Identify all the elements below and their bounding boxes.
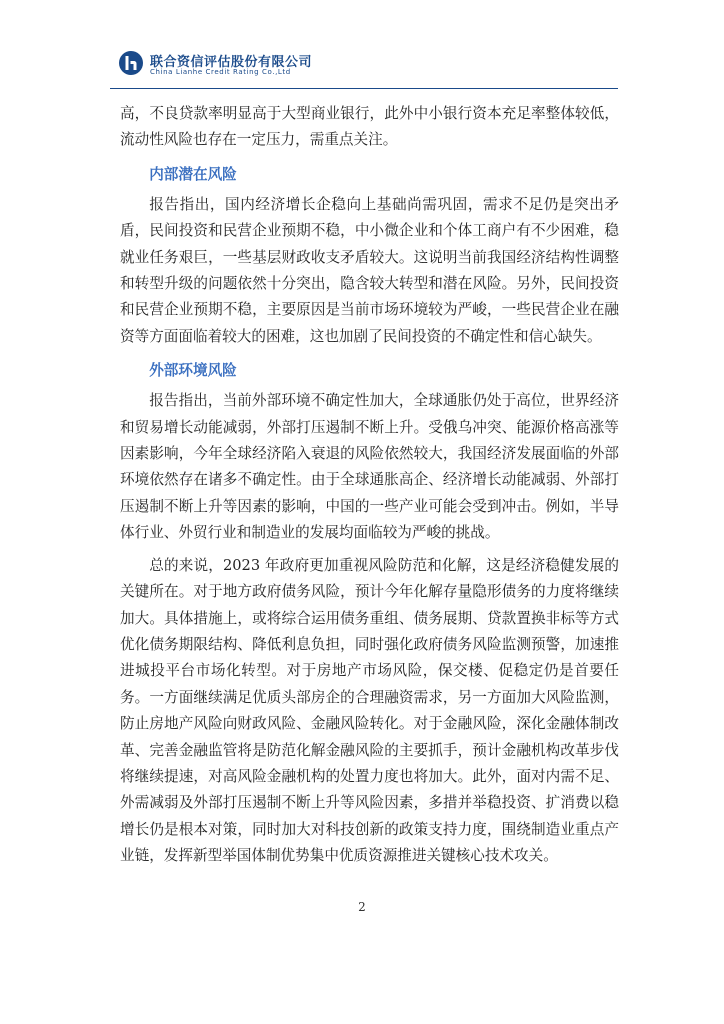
company-name-cn: 联合资信评估股份有限公司 bbox=[150, 55, 313, 70]
section-heading-internal-risk: 内部潜在风险 bbox=[149, 165, 237, 183]
lianhe-logo-icon bbox=[118, 50, 144, 76]
paragraph-continued: 高，不良贷款率明显高于大型商业银行，此外中小银行资本充足率整体较低，流动性风险也存在一定压力，需重点关注。 bbox=[120, 105, 619, 149]
section-heading-external-risk: 外部环境风险 bbox=[149, 362, 237, 380]
document-body bbox=[120, 101, 619, 870]
company-name-en: China Lianhe Credit Rating Co.,Ltd bbox=[150, 68, 291, 76]
paragraph-internal-risk: 报告指出，国内经济增长企稳向上基础尚需巩固，需求不足仍是突出矛盾，民间投资和民营企业预期不稳，中小微企业和个体工商户有不少困难，稳就业任务艰巨，一些基层财政收支矛盾较大。这说明当前我国经济结构性调整和转型升级的问题依然十分突出，隐含较大转型和潜在风险。另外，民间投资和民营企业预期不稳，主要原因是当前市场环境较为严峻，一些民营企业在融资等方面面临着较大的困难，这也加剧了民间投资的不确定性和信心缺失。 bbox=[120, 195, 619, 345]
page-header bbox=[118, 46, 618, 86]
paragraph-summary: 总的来说，2023 年政府更加重视风险防范和化解，这是经济稳健发展的关键所在。对于地方政府债务风险，预计今年化解存量隐形债务的力度将继续加大。具体措施上，或将综合运用债务重组、债务展期、贷款置换非标等方式优化债务期限结构、降低利息负担，同时强化政府债务风险监测预警，加速推进城投平台市场化转型。对于房地产市场风险，保交楼、促稳定仍是首要任务。一方面继续满足优质头部房企的合理融资需求，另一方面加大风险监测，防止房地产风险向财政风险、金融风险转化。对于金融风险，深化金融体制改革、完善金融监管将是防范化解金融风险的主要抓手，预计金融机构改革步伐将继续提速，对高风险金融机构的处置力度也将加大。此外，面对内需不足、外需减弱及外部打压遏制不断上升等风险因素，多措并举稳投资、扩消费以稳增长仍是根本对策，同时加大对科技创新的政策支持力度，围绕制造业重点产业链，发挥新型举国体制优势集中优质资源推进关键核心技术攻关。 bbox=[120, 556, 619, 865]
paragraph-external-risk: 报告指出，当前外部环境不确定性加大，全球通胀仍处于高位，世界经济和贸易增长动能减弱，外部打压遏制不断上升。受俄乌冲突、能源价格高涨等因素影响，今年全球经济陷入衰退的风险依然较大，我国经济发展面临的外部环境依然存在诸多不确定性。由于全球通胀高企、经济增长动能减弱、外部打压遏制不断上升等因素的影响，中国的一些产业可能会受到冲击。例如，半导体行业、外贸行业和制造业的发展均面临较为严峻的挑战。 bbox=[120, 392, 619, 542]
page-number: 2 bbox=[358, 900, 366, 914]
header-rule bbox=[110, 88, 618, 89]
